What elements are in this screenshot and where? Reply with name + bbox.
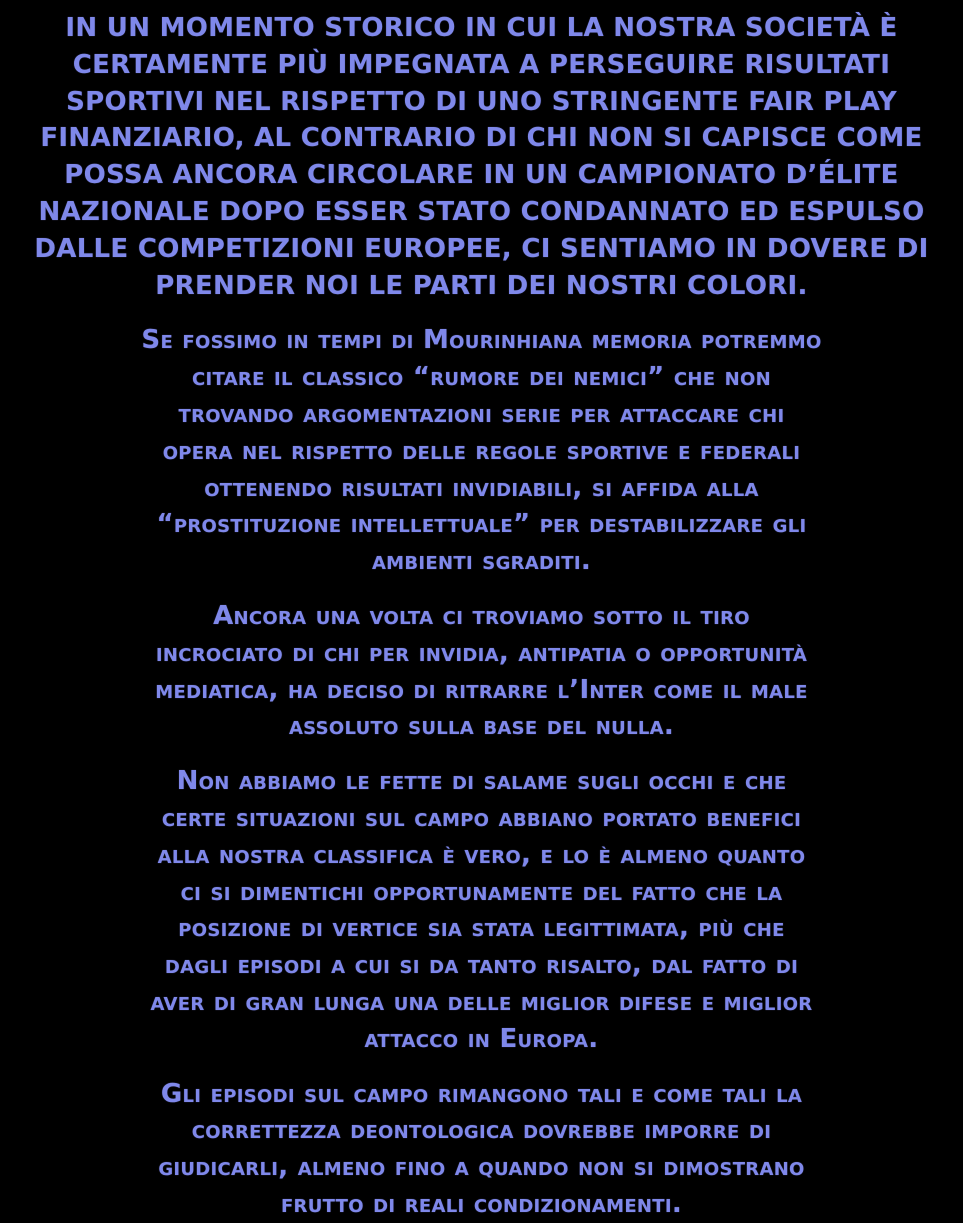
text-line: Se fossimo in tempi di Mourinhiana memoria potremmo [141,325,822,356]
text-line: certe situazioni sul campo abbiano portato benefici [161,802,802,833]
text-line: correttezza deontologica dovrebbe imporre di [191,1115,772,1146]
paragraph-1 [24,10,939,304]
text-line: ci si dimentichi opportunamente del fatto che la [180,876,783,907]
text-line: IN UN MOMENTO STORICO IN CUI LA NOSTRA SOCIETÀ È [65,13,898,43]
text-line: Gli episodi sul campo rimangono tali e come tali la [160,1078,803,1109]
text-line: incrociato di chi per invidia, antipatia o opportunità [155,637,808,668]
text-line: “prostituzione intellettuale” per destabilizzare gli [156,509,807,540]
text-line: dagli episodi a cui si da tanto risalto, dal fatto di [164,950,799,981]
text-line: NAZIONALE DOPO ESSER STATO CONDANNATO ED ESPULSO [38,196,925,227]
text-line: trovando argomentazioni serie per attaccare chi [178,398,785,429]
text-line: POSSA ANCORA CIRCOLARE IN UN CAMPIONATO D’ÉLITE [64,160,899,191]
text-line: attacco in Europa. [364,1023,599,1054]
paragraph-3 [24,598,939,745]
text-line: SPORTIVI NEL RISPETTO DI UNO STRINGENTE FAIR PLAY [66,86,897,117]
text-line: PRENDER NOI LE PARTI DEI NOSTRI COLORI. [155,270,808,301]
text-line: Ancora una volta ci troviamo sotto il tiro [213,600,750,631]
text-line: giudicarli, almeno fino a quando non si dimostrano [158,1152,805,1183]
text-line: CERTAMENTE PIÙ IMPEGNATA A PERSEGUIRE RISULTATI [72,49,891,80]
text-line: ottenendo risultati invidiabili, si affida alla [204,472,759,503]
text-line: alla nostra classifica è vero, e lo è almeno quanto [157,839,806,870]
statement-text-block [0,10,963,1219]
text-line: aver di gran lunga una delle miglior difese e miglior [150,986,813,1017]
text-line: FINANZIARIO, AL CONTRARIO DI CHI NON SI CAPISCE COME [40,123,923,154]
paragraph-2 [24,322,939,580]
text-line: opera nel rispetto delle regole sportive e federali [162,435,801,466]
text-line: assoluto sulla base del nulla. [288,711,675,742]
text-line: frutto di reali condizionamenti. [280,1188,683,1219]
text-line: Non abbiamo le fette di salame sugli occhi e che [176,766,787,797]
text-line: posizione di vertice sia stata legittimata, più che [178,913,785,944]
text-line: citare il classico “rumore dei nemici” che non [192,362,771,393]
paragraph-5 [24,1076,939,1223]
text-line: mediatica, ha deciso di ritrarre l’Inter come il male [155,674,808,705]
paragraph-4 [24,763,939,1057]
text-line: ambienti sgraditi. [371,546,592,577]
text-line: DALLE COMPETIZIONI EUROPEE, CI SENTIAMO IN DOVERE DI [34,233,929,264]
